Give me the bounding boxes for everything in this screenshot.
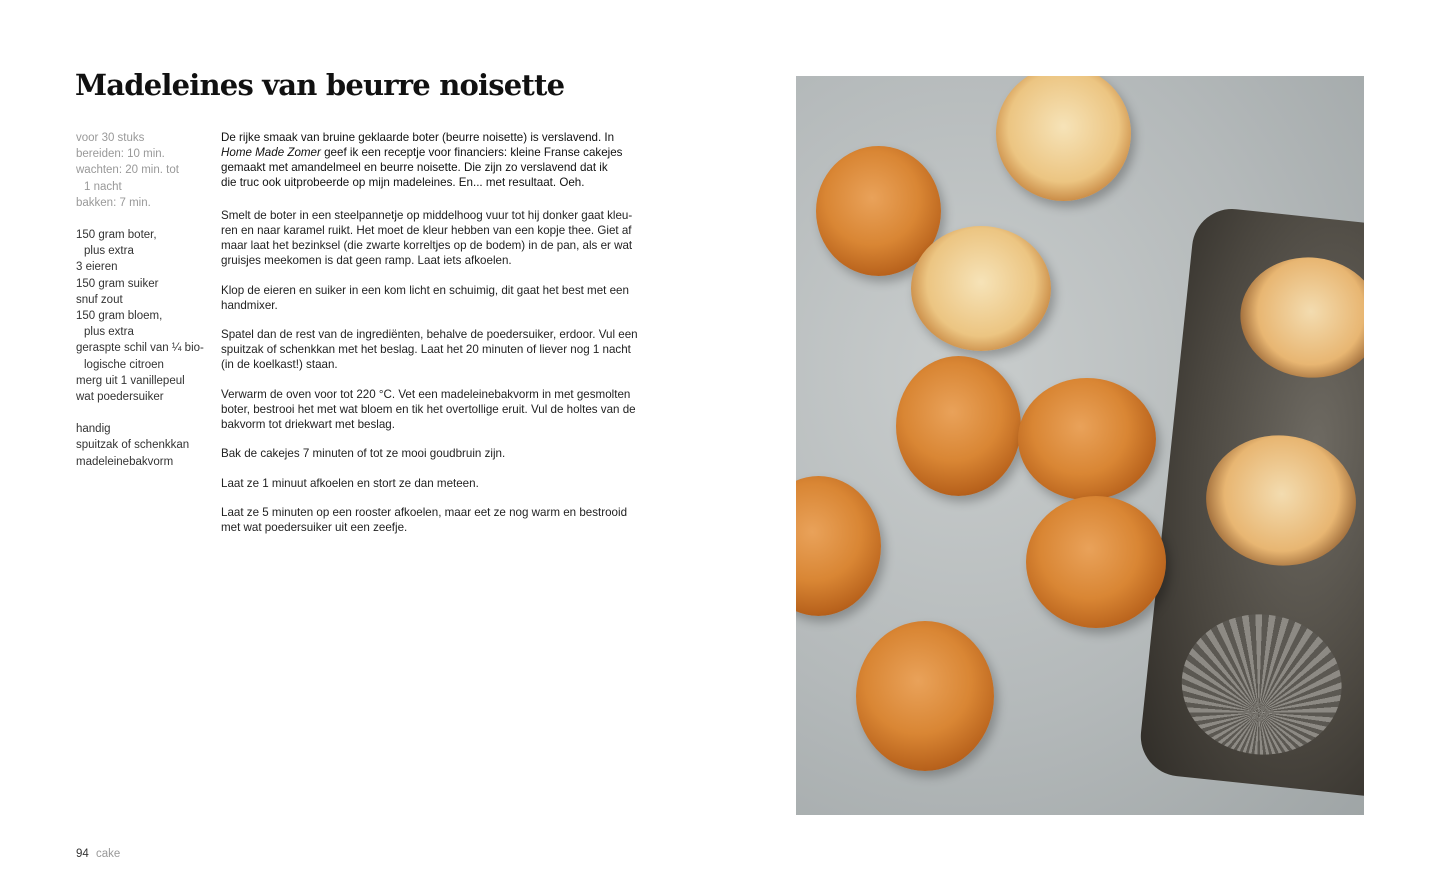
step-line: gruisjes meekomen is dat geen ramp. Laat iets afkoelen. [221, 254, 512, 267]
intro-line [221, 145, 646, 160]
step-line: Klop de eieren en suiker in een kom licht en schuimig, dit gaat het best met een [221, 283, 629, 297]
intro-line: De rijke smaak van bruine geklaarde boter (beurre noisette) is verslavend. In [221, 131, 615, 144]
intro-line-rest: geef ik een receptje voor financiers: kleine Franse cakejes [320, 146, 623, 159]
intro-line: gemaakt met amandelmeel en beurre noisette. Die zijn zo verslavend dat ik [221, 161, 608, 174]
ingredient-line: 150 gram boter, [76, 229, 157, 242]
step-line: maar laat het bezinksel (die zwarte korreltjes op de bodem) in de pan, als er wat [221, 239, 633, 252]
step-line: (in de koelkast!) staan. [221, 358, 338, 371]
section-name: cake [96, 848, 121, 860]
ingredient-line: 150 gram bloem, [76, 310, 163, 323]
steps [221, 208, 646, 535]
step-line: Verwarm de oven voor tot 220 °C. Vet een madeleinebakvorm in met gesmolten [221, 387, 631, 401]
yield: voor 30 stuks [76, 132, 145, 144]
madeleine [896, 356, 1021, 496]
step-line: Laat ze 1 minuut afkoelen en stort ze dan meteen. [221, 476, 479, 490]
step-paragraph [221, 446, 646, 461]
wait-time: wachten: 20 min. tot [76, 164, 179, 177]
tool-item: madeleinebakvorm [76, 455, 174, 468]
ingredient-line: plus extra [84, 245, 134, 258]
baking-tray [1137, 205, 1364, 797]
ingredient-line: 3 eieren [76, 261, 118, 274]
ingredient-list [76, 227, 216, 405]
tray-cavity [1234, 251, 1364, 385]
recipe-sidebar [76, 130, 216, 470]
step-line: Spatel dan de rest van de ingrediënten, behalve de poedersuiker, erdoor. Vul een [221, 328, 638, 341]
wait-time-cont: 1 nacht [84, 180, 122, 193]
ingredient-line: geraspte schil van ¼ bio- [76, 342, 204, 355]
step-line: handmixer. [221, 298, 278, 312]
page-footer [76, 848, 120, 860]
step-line: spuitzak of schenkkan met het beslag. Laat het 20 minuten of liever nog 1 nacht [221, 343, 631, 356]
madeleine [796, 476, 881, 616]
step-line: met wat poedersuiker uit een zeefje. [221, 521, 408, 534]
step-line: boter, bestrooi het met wat bloem en tik het overtollige eruit. Vul de holtes van de [221, 402, 636, 416]
bake-time: bakken: 7 min. [76, 196, 151, 209]
step-line: Smelt de boter in een steelpannetje op middelhoog vuur tot hij donker gaat kleu- [221, 209, 633, 222]
recipe-title: Madeleines van beurre noisette [75, 68, 565, 102]
ingredient-line: wat poedersuiker [76, 391, 164, 404]
intro-line: die truc ook uitprobeerde op mijn madeleines. En... met resultaat. Oeh. [221, 176, 585, 189]
step-paragraph [221, 476, 646, 491]
prep-time: bereiden: 10 min. [76, 148, 165, 161]
ingredient-line: snuf zout [76, 293, 123, 306]
step-paragraph [221, 208, 646, 268]
madeleine [856, 621, 994, 771]
step-line: ren en naar karamel ruikt. Het moet de kleur hebben van een kopje thee. Giet af [221, 224, 632, 237]
madeleines-photo [796, 76, 1364, 815]
step-paragraph [221, 387, 646, 432]
page-number: 94 [76, 848, 89, 860]
ingredient-line: merg uit 1 vanillepeul [76, 374, 185, 387]
tools-heading: handig [76, 423, 111, 436]
step-line: Laat ze 5 minuten op een rooster afkoelen, maar eet ze nog warm en bestrooid [221, 506, 628, 519]
intro-paragraph [221, 130, 646, 190]
tool-item: spuitzak of schenkkan [76, 439, 190, 452]
madeleine [996, 76, 1131, 201]
step-paragraph [221, 283, 646, 313]
book-title: Home Made Zomer [221, 146, 321, 159]
step-line: bakvorm tot driekwart met beslag. [221, 417, 395, 431]
recipe-body [221, 130, 646, 550]
step-paragraph [221, 505, 646, 535]
tray-cavity [1175, 606, 1349, 762]
ingredient-line: logische citroen [84, 358, 164, 371]
step-paragraph [221, 327, 646, 372]
madeleine [911, 226, 1051, 351]
madeleine [1018, 378, 1156, 500]
step-line: Bak de cakejes 7 minuten of tot ze mooi goudbruin zijn. [221, 447, 506, 460]
madeleine [1026, 496, 1166, 628]
tray-cavity [1200, 428, 1363, 573]
ingredient-line: 150 gram suiker [76, 277, 159, 290]
ingredient-line: plus extra [84, 326, 134, 339]
